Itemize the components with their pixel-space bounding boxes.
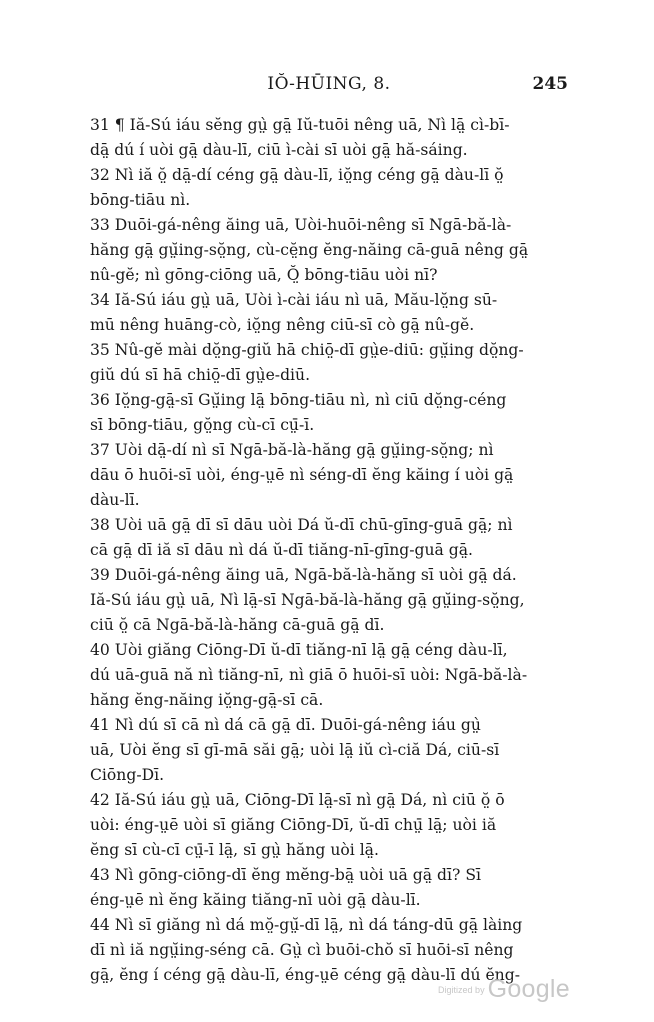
text-line: dú uā-guā nă nì tiăng-nī, nì giā ō huōi-sī uòi: Ngā-bă-là-	[90, 666, 528, 684]
text-line: Ciōng-Dī.	[90, 766, 165, 784]
text-line: uòi: éng-ṳē uòi sī giăng Ciōng-Dī, ŭ-dī chṳ̄ lā̤; uòi iă	[90, 816, 497, 834]
text-line: 40 Uòi giăng Ciōng-Dī ŭ-dī tiăng-nī lā̤ gā̤ céng dàu-lī,	[90, 641, 508, 659]
text-line: éng-ṳē nì ĕng kăing tiăng-nī uòi gā̤ dàu-lī.	[90, 891, 421, 909]
digitized-by-google-watermark	[438, 975, 570, 1004]
text-line: dàu-lī.	[90, 491, 140, 509]
text-line: giŭ dú sī hā chiō̤-dī gṳ̀e-diū.	[90, 366, 311, 384]
text-line: dāu ō huōi-sī uòi, éng-ṳē nì séng-dī ĕng kăing í uòi gā̤	[90, 466, 514, 484]
text-line: 34 Iă-Sú iáu gṳ̀ uā, Uòi ì-cài iáu nì uā, Mău-lŏ̤ng sū-	[90, 291, 498, 309]
text-line: mū nêng huāng-cò, iŏ̤ng nêng ciū-sī cò gā̤ nû-gĕ.	[90, 316, 475, 334]
text-line: dā̤ dú í uòi gā̤ dàu-lī, ciū ì-cài sī uòi gā̤ hă-sáing.	[90, 141, 468, 159]
text-line: ĕng sī cù-cī cṳ̄-ī lā̤, sī gṳ̀ hăng uòi lā̤.	[90, 841, 379, 859]
text-line: 33 Duōi-gá-nêng ăing uā, Uòi-huōi-nêng sī Ngā-bă-là-	[90, 216, 512, 234]
google-logo: Google	[487, 975, 570, 1003]
text-line: gā̤, ĕng í céng gā̤ dàu-lī, éng-ṳē céng gā̤ dàu-lī dú ĕng-	[90, 966, 520, 984]
text-line: bōng-tiāu nì.	[90, 191, 191, 209]
text-line: Iă-Sú iáu gṳ̀ uā, Nì lā̤-sī Ngā-bă-là-hăng gā̤ gṳ̆ing-sŏ̤ng,	[90, 591, 525, 609]
text-line: 32 Nì iă ŏ̤ dā̤-dí céng gā̤ dàu-lī, iŏ̤ng céng gā̤ dàu-lī ŏ̤	[90, 166, 504, 184]
text-line: ciū ŏ̤ cā Ngā-bă-là-hăng cā-guā gā̤ dī.	[90, 616, 385, 634]
text-line: cā gā̤ dī iă sī dāu nì dá ŭ-dī tiăng-nī-gīng-guā gā̤.	[90, 541, 473, 559]
text-line: 43 Nì gōng-ciōng-dī ĕng mĕng-bā̤ uòi uā gā̤ dī? Sī	[90, 866, 482, 884]
text-line: 35 Nû-gĕ mài dŏ̤ng-giŭ hā chiō̤-dī gṳ̀e-diū: gṳ̆ing dŏ̤ng-	[90, 341, 524, 359]
text-line: dī nì iă ngṳ̆ing-séng cā. Gṳ̀ cì buōi-chŏ sī huōi-sī nêng	[90, 941, 514, 959]
page-header	[90, 74, 568, 100]
text-line: uā, Uòi ĕng sī gī-mā săi gā̤; uòi lā̤ iŭ cì-ciă Dá, ciū-sī	[90, 741, 500, 759]
text-line: 39 Duōi-gá-nêng ăing uā, Ngā-bă-là-hăng sī uòi gā̤ dá.	[90, 566, 517, 584]
text-line: hăng ĕng-năing iŏ̤ng-gā̤-sī cā.	[90, 691, 324, 709]
text-line: 42 Iă-Sú iáu gṳ̀ uā, Ciōng-Dī lā̤-sī nì gā̤ Dá, nì ciū ŏ̤ ō	[90, 791, 505, 809]
text-line: 38 Uòi uā gā̤ dī sī dāu uòi Dá ŭ-dī chū-gīng-guā gā̤; nì	[90, 516, 513, 534]
text-line: hăng gā̤ gṳ̆ing-sŏ̤ng, cù-cĕ̤ng ĕng-năing cā-guā nêng gā̤	[90, 241, 529, 259]
text-line: 31 ¶ Iă-Sú iáu sĕng gṳ̀ gā̤ Iŭ-tuōi nêng uā, Nì lā̤ cì-bī-	[90, 116, 510, 134]
text-body	[90, 113, 568, 988]
page-number: 245	[532, 74, 568, 94]
text-line: nû-gĕ; nì gōng-ciōng uā, Ŏ̤ bōng-tiāu uòi nī?	[90, 266, 438, 284]
text-line: 44 Nì sī giăng nì dá mŏ̤-gṳ̆-dī lā̤, nì dá táng-dū gā̤ làing	[90, 916, 523, 934]
running-title: IŎ-HŪING, 8.	[267, 74, 391, 94]
text-line: sī bōng-tiāu, gŏ̤ng cù-cī cṳ̄-ī.	[90, 416, 315, 434]
text-line: 37 Uòi dā̤-dí nì sī Ngā-bă-là-hăng gā̤ gṳ̆ing-sŏ̤ng; nì	[90, 441, 494, 459]
text-line: 41 Nì dú sī cā nì dá cā gā̤ dī. Duōi-gá-nêng iáu gṳ̀	[90, 716, 481, 734]
text-line: 36 Iŏ̤ng-gā̤-sī Gṳ̆ing lā̤ bōng-tiāu nì, nì ciū dŏ̤ng-céng	[90, 391, 507, 409]
watermark-caption: Digitized by	[438, 984, 485, 995]
